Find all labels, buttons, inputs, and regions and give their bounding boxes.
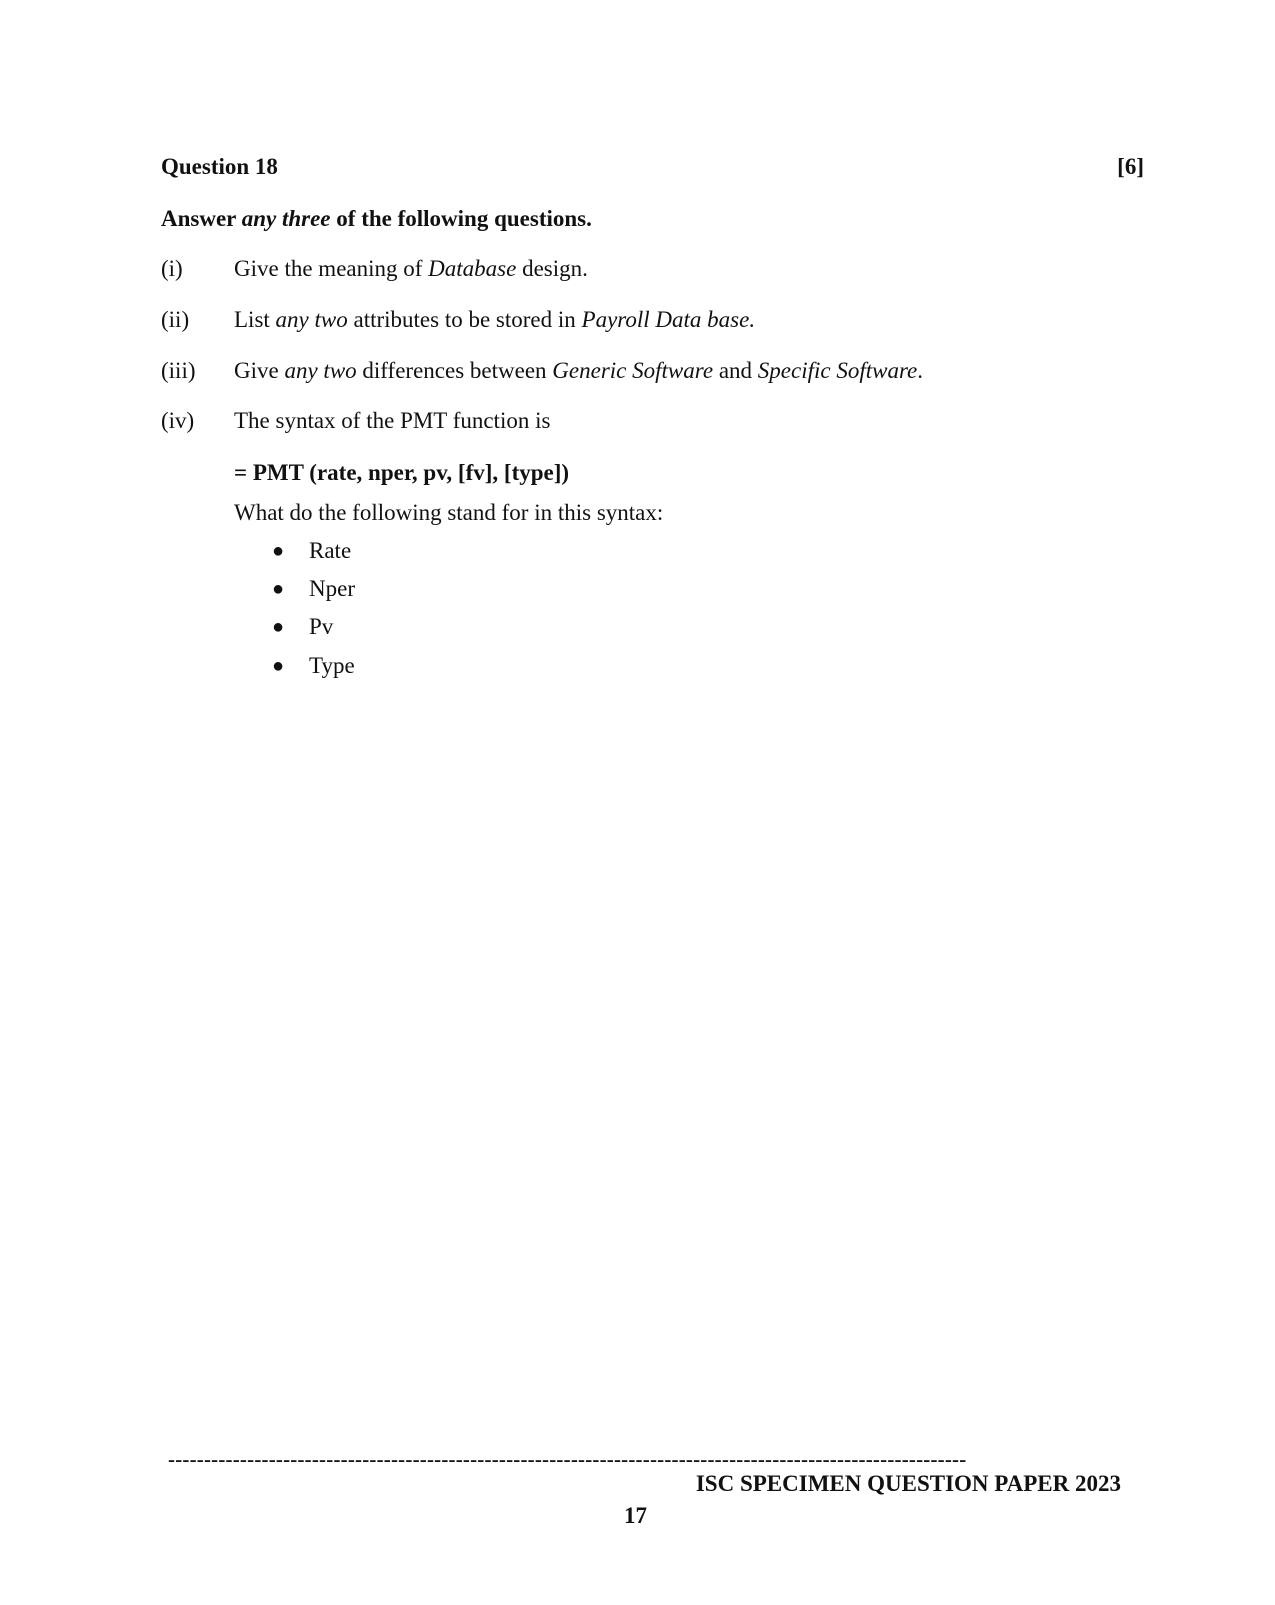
part-text-segment: Generic Software bbox=[552, 358, 714, 383]
part-text-segment: any two bbox=[284, 358, 357, 383]
part-text-segment: List bbox=[234, 307, 276, 332]
question-title: Question 18 bbox=[161, 154, 278, 179]
part-text-segment: differences between bbox=[356, 358, 553, 383]
part-text: The syntax of the PMT function is bbox=[234, 408, 551, 433]
part-text bbox=[234, 256, 588, 282]
part-number: (i) bbox=[161, 256, 183, 281]
part-text-segment: Payroll Data base. bbox=[581, 307, 756, 332]
footer-divider: --------------------------------------------------------------------------------------------------------------- bbox=[168, 1447, 967, 1471]
page-number: 17 bbox=[624, 1503, 647, 1528]
bullet-icon: ● bbox=[272, 540, 285, 562]
part-text-segment: Database bbox=[428, 256, 517, 281]
part-text bbox=[234, 358, 923, 384]
bullet-item: Pv bbox=[309, 614, 334, 639]
footer-title: ISC SPECIMEN QUESTION PAPER 2023 bbox=[695, 1471, 1121, 1496]
bullet-icon: ● bbox=[272, 655, 285, 677]
pmt-formula: = PMT (rate, nper, pv, [fv], [type]) bbox=[234, 460, 570, 485]
question-instruction bbox=[161, 206, 592, 232]
bullet-item: Nper bbox=[309, 576, 355, 601]
part-text-segment: and bbox=[713, 358, 758, 383]
part-text-segment: any two bbox=[275, 307, 348, 332]
question-marks: [6] bbox=[1117, 154, 1144, 179]
part-number: (ii) bbox=[161, 307, 190, 332]
part-text-segment: Give the meaning of bbox=[234, 256, 429, 281]
part-number: (iv) bbox=[161, 408, 195, 433]
part-text bbox=[234, 307, 755, 333]
bullet-icon: ● bbox=[272, 616, 285, 638]
part-text-segment: Give bbox=[234, 358, 285, 383]
part-text-segment: design. bbox=[516, 256, 588, 281]
bullet-item: Type bbox=[309, 653, 355, 678]
instruction-post: of the following questions. bbox=[330, 206, 592, 231]
instruction-pre: Answer bbox=[161, 206, 242, 231]
part-text-segment: attributes to be stored in bbox=[347, 307, 582, 332]
instruction-emphasis: any three bbox=[241, 206, 331, 231]
bullet-item: Rate bbox=[309, 538, 352, 563]
bullet-icon: ● bbox=[272, 578, 285, 600]
part-number: (iii) bbox=[161, 358, 196, 383]
part-followup-text: What do the following stand for in this syntax: bbox=[234, 500, 664, 525]
part-text-segment: . bbox=[917, 358, 924, 383]
part-text-segment: Specific Software bbox=[757, 358, 918, 383]
